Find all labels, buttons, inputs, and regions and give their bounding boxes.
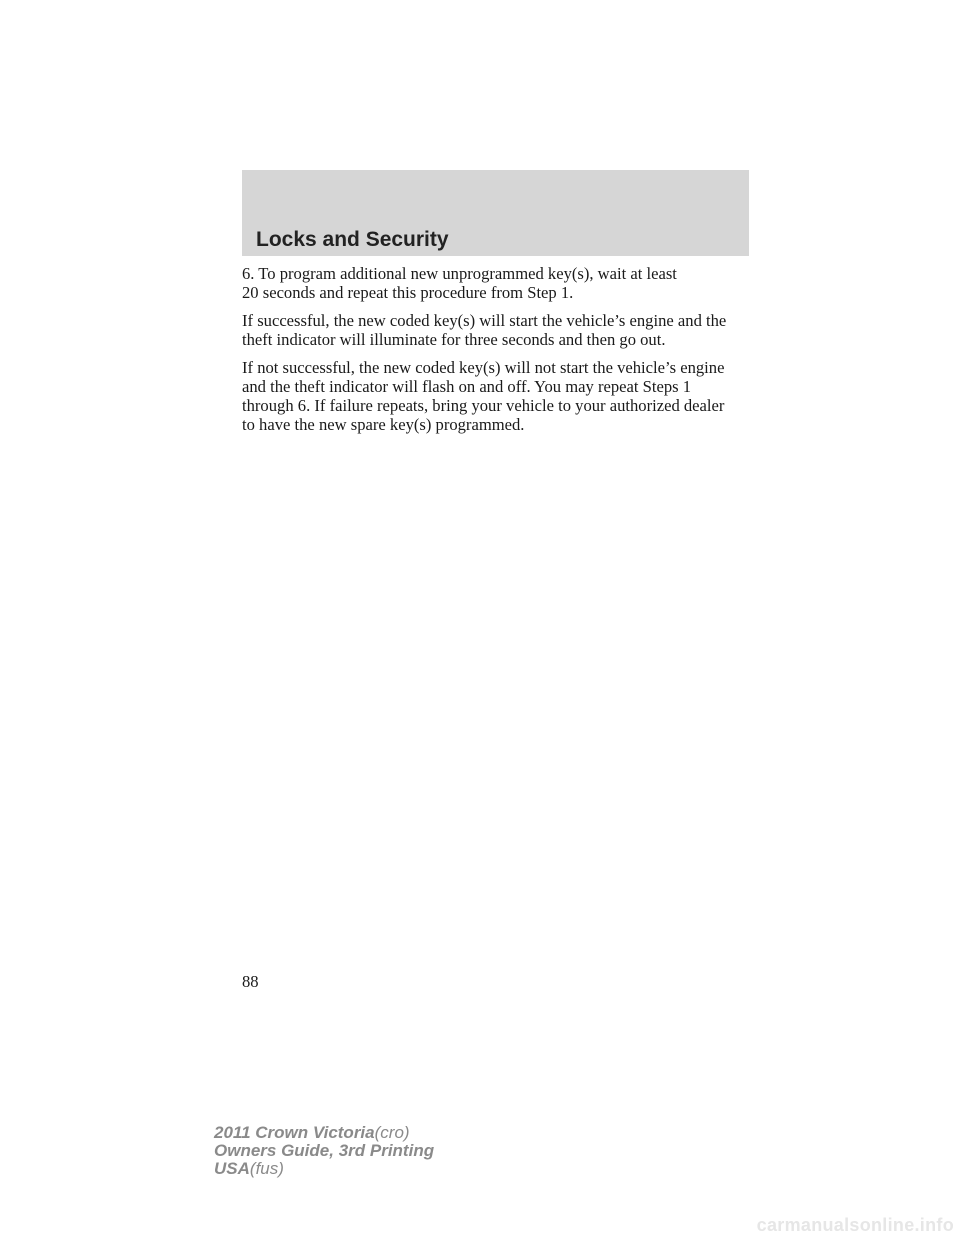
- footer-market: USA: [214, 1159, 250, 1178]
- text-line: 20 seconds and repeat this procedure from Step 1.: [242, 283, 574, 302]
- text-line: and the theft indicator will flash on and off. You may repeat Steps 1: [242, 377, 692, 396]
- text-line: to have the new spare key(s) programmed.: [242, 415, 525, 434]
- footer-market-code: (fus): [249, 1159, 284, 1178]
- text-line: If successful, the new coded key(s) will start the vehicle’s engine and the: [242, 311, 727, 330]
- page-number: 88: [242, 972, 259, 991]
- body-text: [242, 264, 752, 443]
- paragraph-failure: [242, 358, 752, 434]
- watermark: carmanualsonline.info: [756, 1215, 954, 1235]
- paragraph-success: [242, 311, 752, 349]
- footer-model-code: (cro): [374, 1123, 410, 1142]
- section-header-band: [242, 170, 749, 256]
- footer-model: 2011 Crown Victoria: [214, 1123, 375, 1142]
- text-line: If not successful, the new coded key(s) will not start the vehicle’s engine: [242, 358, 725, 377]
- footer-guide: Owners Guide, 3rd Printing: [214, 1141, 435, 1160]
- text-line: through 6. If failure repeats, bring your vehicle to your authorized dealer: [242, 396, 725, 415]
- footer-line-market: [214, 1160, 434, 1178]
- paragraph-step-6: [242, 264, 752, 302]
- footer-line-model: [214, 1124, 434, 1142]
- section-title: Locks and Security: [256, 228, 449, 251]
- text-line: theft indicator will illuminate for three seconds and then go out.: [242, 330, 666, 349]
- footer-imprint: [214, 1124, 434, 1178]
- text-line: 6. To program additional new unprogrammed key(s), wait at least: [242, 264, 677, 283]
